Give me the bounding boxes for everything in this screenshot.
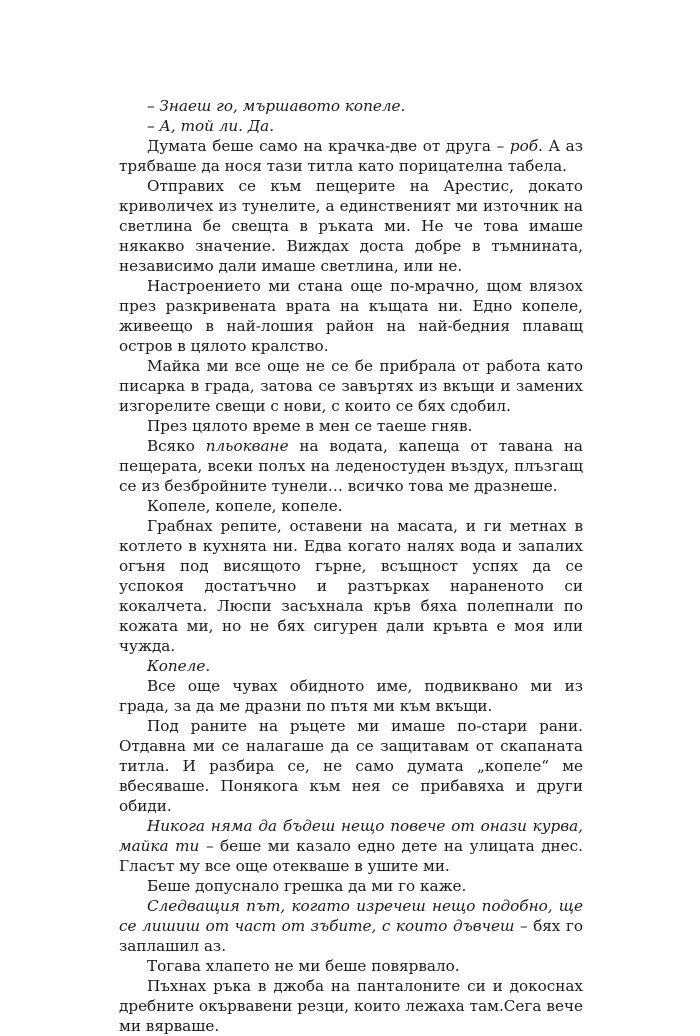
paragraph xyxy=(119,976,583,1036)
text-run: Под раните на ръцете ми имаше по-стари рани. Отдавна ми се налагаше да се защитавам от скапаната титла. И разбира се, не само думата „копеле“ ме вбесяваше. Понякога към нея се прибавяха и други обиди. xyxy=(119,717,583,815)
page-text xyxy=(119,96,583,1036)
paragraph xyxy=(119,276,583,356)
paragraph xyxy=(119,816,583,876)
italic-text: роб xyxy=(509,137,539,155)
paragraph xyxy=(119,496,583,516)
italic-text: Никога няма да бъдеш нещо повече от онази курва, майка ти xyxy=(119,817,583,855)
italic-text: Следващия път, когато изречеш нещо подобно, ще се лишиш от част от зъбите, с които дъвчеш xyxy=(119,897,583,935)
text-run: Беше допуснало грешка да ми го каже. xyxy=(147,877,467,895)
paragraph xyxy=(119,176,583,276)
text-run: Копеле, копеле, копеле. xyxy=(147,497,343,515)
paragraph xyxy=(119,716,583,816)
text-run: Пъхнах ръка в джоба на панталоните си и докоснах дребните окървавени резци, които лежаха там.Сега вече ми вярваше. xyxy=(119,977,583,1035)
italic-text: – Знаеш го, мършавото копеле. xyxy=(147,97,406,115)
text-run: Думата беше само на крачка-две от друга – xyxy=(147,137,510,155)
text-run: Тогава хлапето не ми беше повярвало. xyxy=(147,957,460,975)
paragraph xyxy=(119,116,583,136)
text-run: Настроението ми стана още по-мрачно, щом влязох през разкривената врата на къщата ни. Едно копеле, живеещо в най-лошия район на най-бедния плаващ остров в цялото кралство. xyxy=(119,277,583,355)
text-run: – бях го заплашил аз. xyxy=(119,917,583,955)
text-run: През цялото време в мен се таеше гняв. xyxy=(147,417,473,435)
paragraph xyxy=(119,956,583,976)
text-run: Майка ми все още не се бе прибрала от работа като писарка в града, затова се завъртях из вкъщи и замених изгорелите свещи с нови, с които се бях сдобил. xyxy=(119,357,583,415)
text-run: . А аз трябваше да нося тази титла като порицателна табела. xyxy=(119,137,584,175)
paragraph xyxy=(119,136,583,176)
paragraph xyxy=(119,676,583,716)
paragraph xyxy=(119,656,583,676)
text-run: Все още чувах обидното име, подвиквано ми из града, за да ме дразни по пътя ми към вкъщи. xyxy=(119,677,583,715)
text-run: Грабнах репите, оставени на масата, и ги метнах в котлето в кухнята ни. Едва когато налях вода и запалих огъня под висящото гърне, всъщност успях да се успокоя достатъчно и разтърках нараненото си кокалчета. Люспи засъхнала кръв бяха полепнали по кожата ми, но не бях сигурен дали кръвта е моя или чужда. xyxy=(119,517,583,655)
paragraph xyxy=(119,436,583,496)
paragraph xyxy=(119,96,583,116)
paragraph xyxy=(119,876,583,896)
italic-text: Копеле. xyxy=(147,657,211,675)
paragraph xyxy=(119,516,583,656)
text-run: Всяко xyxy=(147,437,206,455)
text-run: – беше ми казало едно дете на улицата днес. Гласът му все още отекваше в ушите ми. xyxy=(119,837,583,875)
paragraph xyxy=(119,416,583,436)
text-run: Отправих се към пещерите на Арестис, докато криволичех из тунелите, а единственият ми източник на светлина бе свещта в ръката ми. Не че това имаше някакво значение. Виждах доста добре в тъмнината, независимо дали имаше светлина, или не. xyxy=(119,177,583,275)
italic-text: пльокване xyxy=(205,437,289,455)
paragraph xyxy=(119,356,583,416)
italic-text: – А, той ли. Да. xyxy=(147,117,275,135)
text-run: на водата, капеща от тавана на пещерата, всеки полъх на леденостуден въздух, плъзгащ се из безбройните тунели… всичко това ме дразнеше. xyxy=(119,437,583,495)
paragraph xyxy=(119,896,583,956)
